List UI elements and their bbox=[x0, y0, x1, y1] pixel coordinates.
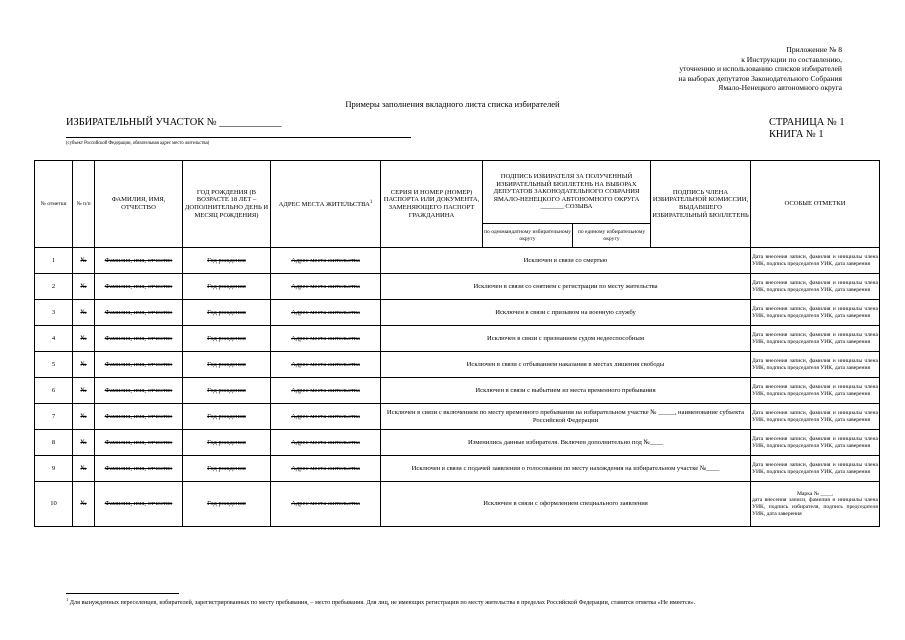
struck-fio: Фамилия, имя, отчество bbox=[95, 378, 183, 404]
struck-item-no: № bbox=[73, 326, 95, 352]
table-row bbox=[35, 430, 880, 456]
struck-item-no: № bbox=[73, 430, 95, 456]
struck-item-no: № bbox=[73, 274, 95, 300]
struck-birth: Год рождения bbox=[183, 326, 271, 352]
struck-address: Адрес места жительства bbox=[271, 482, 381, 527]
special-mark: Дата внесения записи, фамилия и инициалы члена УИК, подпись председателя УИК, дата заверения bbox=[751, 326, 880, 352]
table-row bbox=[35, 404, 880, 430]
row-number: 10 bbox=[35, 482, 73, 527]
struck-address: Адрес места жительства bbox=[271, 378, 381, 404]
footnote-divider bbox=[66, 593, 179, 594]
row-number: 9 bbox=[35, 456, 73, 482]
struck-fio: Фамилия, имя, отчество bbox=[95, 274, 183, 300]
special-mark: Дата внесения записи, фамилия и инициалы члена УИК, подпись председателя УИК, дата заверения bbox=[751, 300, 880, 326]
special-mark: Дата внесения записи, фамилия и инициалы члена УИК, подпись председателя УИК, дата заверения bbox=[751, 378, 880, 404]
struck-birth: Год рождения bbox=[183, 430, 271, 456]
special-mark: Дата внесения записи, фамилия и инициалы члена УИК, подпись председателя УИК, дата заверения bbox=[751, 274, 880, 300]
exclusion-reason: Исключен в связи с оформлением специального заявления bbox=[381, 482, 751, 527]
struck-fio: Фамилия, имя, отчество bbox=[95, 456, 183, 482]
row-number: 2 bbox=[35, 274, 73, 300]
exclusion-reason: Изменились данные избирателя. Включен дополнительно под №____ bbox=[381, 430, 751, 456]
struck-fio: Фамилия, имя, отчество bbox=[95, 430, 183, 456]
struck-fio: Фамилия, имя, отчество bbox=[95, 248, 183, 274]
struck-birth: Год рождения bbox=[183, 248, 271, 274]
precinct-label: ИЗБИРАТЕЛЬНЫЙ УЧАСТОК № ____________ bbox=[66, 117, 282, 128]
struck-address: Адрес места жительства bbox=[271, 404, 381, 430]
struck-fio: Фамилия, имя, отчество bbox=[95, 300, 183, 326]
exclusion-reason: Исключен в связи с выбытием из места временного пребывания bbox=[381, 378, 751, 404]
exclusion-reason: Исключен в связи с призывом на военную службу bbox=[381, 300, 751, 326]
exclusion-reason: Исключен в связи со смертью bbox=[381, 248, 751, 274]
table-row bbox=[35, 482, 880, 527]
exclusion-reason: Исключен в связи с отбыванием наказания в местах лишения свободы bbox=[381, 352, 751, 378]
exclusion-reason: Исключен в связи с включением по месту временного пребывания на избирательном участке № _____, наименование субъекта Российской Федерации bbox=[381, 404, 751, 430]
footnote-ref: 1 bbox=[369, 200, 373, 206]
exclusion-reason: Исключен в связи со снятием с регистрации по месту жительства bbox=[381, 274, 751, 300]
header-address-text: АДРЕС МЕСТА ЖИТЕЛЬСТВА bbox=[278, 201, 370, 209]
struck-fio: Фамилия, имя, отчество bbox=[95, 326, 183, 352]
struck-birth: Год рождения bbox=[183, 482, 271, 527]
table-row bbox=[35, 456, 880, 482]
struck-item-no: № bbox=[73, 248, 95, 274]
row-number: 7 bbox=[35, 404, 73, 430]
header-birth: ГОД РОЖДЕНИЯ (В ВОЗРАСТЕ 18 ЛЕТ – ДОПОЛНИТЕЛЬНО ДЕНЬ И МЕСЯЦ РОЖДЕНИЯ) bbox=[183, 161, 271, 248]
row-number: 4 bbox=[35, 326, 73, 352]
table-row bbox=[35, 300, 880, 326]
appendix-line: Ямало-Ненецкого автономного округа bbox=[718, 83, 842, 93]
page-label: СТРАНИЦА № 1 bbox=[769, 117, 845, 128]
struck-item-no: № bbox=[73, 300, 95, 326]
book-label: КНИГА № 1 bbox=[769, 129, 824, 140]
special-mark: Дата внесения записи, фамилия и инициалы члена УИК, подпись председателя УИК, дата заверения bbox=[751, 248, 880, 274]
header-passport: СЕРИЯ И НОМЕР (НОМЕР) ПАСПОРТА ИЛИ ДОКУМЕНТА, ЗАМЕНЯЮЩЕГО ПАСПОРТ ГРАЖДАНИНА bbox=[381, 161, 483, 248]
exclusion-reason: Исключен в связи с подачей заявления о голосовании по месту нахождения на избирательном участке №____ bbox=[381, 456, 751, 482]
appendix-line: уточнению и использованию списков избирателей bbox=[679, 64, 842, 74]
row-number: 6 bbox=[35, 378, 73, 404]
appendix-line: Приложение № 8 bbox=[786, 45, 842, 54]
row-number: 5 bbox=[35, 352, 73, 378]
struck-birth: Год рождения bbox=[183, 274, 271, 300]
header-signature: ПОДПИСЬ ИЗБИРАТЕЛЯ ЗА ПОЛУЧЕННЫЙ ИЗБИРАТЕЛЬНЫЙ БЮЛЛЕТЕНЬ НА ВЫБОРАХ ДЕПУТАТОВ ЗАКОНОДАТЕЛЬНОГО СОБРАНИЯ ЯМАЛО-НЕНЕЦКОГО АВТОНОМНОГО ОКРУГА _______ СОЗЫВА bbox=[483, 161, 651, 224]
appendix-note bbox=[678, 45, 842, 93]
struck-address: Адрес места жительства bbox=[271, 456, 381, 482]
table-row bbox=[35, 378, 880, 404]
special-mark: Дата внесения записи, фамилия и инициалы члена УИК, подпись председателя УИК, дата заверения bbox=[751, 404, 880, 430]
struck-item-no: № bbox=[73, 404, 95, 430]
voter-list-table bbox=[34, 160, 880, 527]
struck-item-no: № bbox=[73, 378, 95, 404]
header-sig-list: по единому избирательному округу bbox=[573, 224, 651, 248]
subject-caption: (субъект Российской Федерации, обязательная адрес место жительства) bbox=[66, 141, 210, 146]
subject-underline bbox=[66, 137, 411, 138]
mark-number: Марка № ____, bbox=[796, 490, 834, 497]
footnote bbox=[66, 597, 695, 606]
struck-birth: Год рождения bbox=[183, 352, 271, 378]
struck-address: Адрес места жительства bbox=[271, 274, 381, 300]
header-notes: ОСОБЫЕ ОТМЕТКИ bbox=[751, 161, 880, 248]
page-book-labels bbox=[769, 117, 845, 141]
struck-item-no: № bbox=[73, 482, 95, 527]
struck-address: Адрес места жительства bbox=[271, 430, 381, 456]
special-mark: Дата внесения записи, фамилия и инициалы члена УИК, подпись председателя УИК, дата заверения bbox=[751, 352, 880, 378]
struck-item-no: № bbox=[73, 352, 95, 378]
row-number: 8 bbox=[35, 430, 73, 456]
footnote-text: Для вынужденных переселенцев, избирателей, зарегистрированных по месту пребывания, – место пребывания. Для лиц, не имеющих регистрации по месту жительства в пределах Российской Федерации, ставится отметка «Не имеется». bbox=[69, 599, 696, 607]
header-fio: ФАМИЛИЯ, ИМЯ, ОТЧЕСТВО bbox=[95, 161, 183, 248]
header-item-no: № п/п bbox=[73, 161, 95, 248]
struck-fio: Фамилия, имя, отчество bbox=[95, 352, 183, 378]
struck-address: Адрес места жительства bbox=[271, 352, 381, 378]
struck-address: Адрес места жительства bbox=[271, 326, 381, 352]
row-number: 1 bbox=[35, 248, 73, 274]
table-row bbox=[35, 274, 880, 300]
special-mark: Дата внесения записи, фамилия и инициалы члена УИК, подпись председателя УИК, дата заверения bbox=[751, 456, 880, 482]
special-mark: Дата внесения записи, фамилия и инициалы члена УИК, подпись председателя УИК, дата заверения bbox=[751, 430, 880, 456]
table-row bbox=[35, 352, 880, 378]
struck-address: Адрес места жительства bbox=[271, 248, 381, 274]
appendix-line: на выборах депутатов Законодательного Собрания bbox=[678, 73, 842, 83]
exclusion-reason: Исключен в связи с признанием судом недееспособным bbox=[381, 326, 751, 352]
struck-item-no: № bbox=[73, 456, 95, 482]
struck-birth: Год рождения bbox=[183, 404, 271, 430]
header-address bbox=[271, 161, 381, 248]
struck-birth: Год рождения bbox=[183, 378, 271, 404]
appendix-line: к Инструкции по составлению, bbox=[741, 54, 842, 64]
header-member-signature: ПОДПИСЬ ЧЛЕНА ИЗБИРАТЕЛЬНОЙ КОМИССИИ, ВЫДАВШЕГО ИЗБИРАТЕЛЬНЫЙ БЮЛЛЕТЕНЬ bbox=[651, 161, 751, 248]
header-row bbox=[35, 161, 880, 224]
header-row-no: № отметки bbox=[35, 161, 73, 248]
struck-fio: Фамилия, имя, отчество bbox=[95, 404, 183, 430]
struck-address: Адрес места жительства bbox=[271, 300, 381, 326]
row-number: 3 bbox=[35, 300, 73, 326]
header-sig-single: по одномандатному избирательному округу bbox=[483, 224, 573, 248]
table-row bbox=[35, 326, 880, 352]
struck-birth: Год рождения bbox=[183, 300, 271, 326]
struck-fio: Фамилия, имя, отчество bbox=[95, 482, 183, 527]
mark-text: дата внесения записи, фамилия и инициалы члена УИК, подпись избирателя, подпись председателя УИК, дата заверения bbox=[752, 497, 878, 517]
struck-birth: Год рождения bbox=[183, 456, 271, 482]
document-title: Примеры заполнения вкладного листа списка избирателей bbox=[345, 99, 560, 109]
special-mark bbox=[751, 482, 880, 527]
table-row bbox=[35, 248, 880, 274]
footnote-number: 1 bbox=[66, 597, 69, 602]
